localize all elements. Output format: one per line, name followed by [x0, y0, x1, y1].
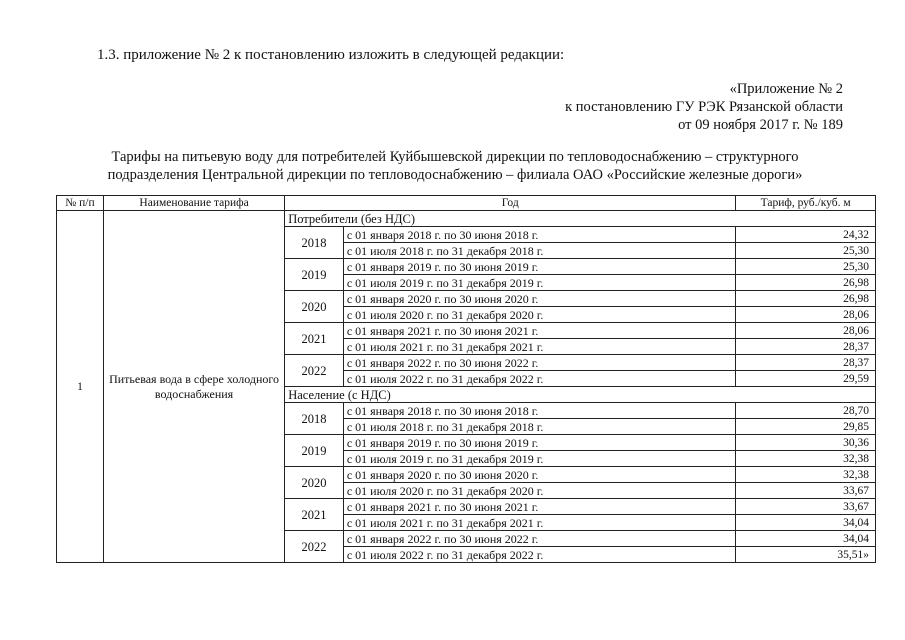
period-cell: с 01 января 2020 г. по 30 июня 2020 г. [343, 467, 735, 483]
header-year: Год [285, 196, 736, 211]
period-cell: с 01 июля 2020 г. по 31 декабря 2020 г. [343, 483, 735, 499]
header-number: № п/п [57, 196, 104, 211]
period-cell: с 01 июля 2022 г. по 31 декабря 2022 г. [343, 547, 735, 563]
group-label: Потребители (без НДС) [285, 211, 876, 227]
tariff-value: 33,67 [736, 483, 876, 499]
period-cell: с 01 июля 2020 г. по 31 декабря 2020 г. [343, 307, 735, 323]
table-body [57, 211, 876, 563]
appendix-line-2: к постановлению ГУ РЭК Рязанской области [565, 99, 843, 115]
tariff-value: 28,37 [736, 339, 876, 355]
period-cell: с 01 января 2021 г. по 30 июня 2021 г. [343, 323, 735, 339]
period-cell: с 01 января 2018 г. по 30 июня 2018 г. [343, 227, 735, 243]
intro-text: 1.3. приложение № 2 к постановлению изложить в следующей редакции: [97, 47, 565, 63]
tariff-value: 29,59 [736, 371, 876, 387]
year-cell: 2018 [285, 403, 344, 435]
period-cell: с 01 января 2022 г. по 30 июня 2022 г. [343, 531, 735, 547]
tariff-value: 34,04 [736, 515, 876, 531]
header-tariff-name: Наименование тарифа [103, 196, 284, 211]
tariff-value: 30,36 [736, 435, 876, 451]
tariff-value: 24,32 [736, 227, 876, 243]
tariff-value: 28,70 [736, 403, 876, 419]
tariff-table [56, 195, 876, 563]
period-cell: с 01 июля 2018 г. по 31 декабря 2018 г. [343, 243, 735, 259]
period-cell: с 01 января 2018 г. по 30 июня 2018 г. [343, 403, 735, 419]
year-cell: 2021 [285, 323, 344, 355]
title-line-1: Тарифы на питьевую воду для потребителей Куйбышевской дирекции по тепловодоснабжению – структурного [111, 149, 799, 165]
period-cell: с 01 июля 2019 г. по 31 декабря 2019 г. [343, 451, 735, 467]
appendix-reference [565, 80, 843, 134]
period-cell: с 01 января 2019 г. по 30 июня 2019 г. [343, 435, 735, 451]
document-title [40, 148, 870, 184]
tariff-value: 34,04 [736, 531, 876, 547]
appendix-line-3: от 09 ноября 2017 г. № 189 [678, 117, 843, 133]
period-cell: с 01 июля 2021 г. по 31 декабря 2021 г. [343, 339, 735, 355]
period-cell: с 01 января 2022 г. по 30 июня 2022 г. [343, 355, 735, 371]
tariff-value: 28,37 [736, 355, 876, 371]
tariff-value: 33,67 [736, 499, 876, 515]
period-cell: с 01 июля 2022 г. по 31 декабря 2022 г. [343, 371, 735, 387]
year-cell: 2022 [285, 355, 344, 387]
year-cell: 2021 [285, 499, 344, 531]
group-row [57, 211, 876, 227]
tariff-name: Питьевая вода в сфере холодного водоснабжения [103, 211, 284, 563]
tariff-value: 25,30 [736, 259, 876, 275]
tariff-value: 25,30 [736, 243, 876, 259]
group-label: Население (с НДС) [285, 387, 876, 403]
period-cell: с 01 января 2020 г. по 30 июня 2020 г. [343, 291, 735, 307]
tariff-value: 28,06 [736, 307, 876, 323]
period-cell: с 01 июля 2019 г. по 31 декабря 2019 г. [343, 275, 735, 291]
tariff-value: 29,85 [736, 419, 876, 435]
table-header-row [57, 196, 876, 211]
tariff-value: 35,51» [736, 547, 876, 563]
appendix-line-1: «Приложение № 2 [729, 81, 843, 97]
period-cell: с 01 июля 2018 г. по 31 декабря 2018 г. [343, 419, 735, 435]
year-cell: 2020 [285, 467, 344, 499]
period-cell: с 01 июля 2021 г. по 31 декабря 2021 г. [343, 515, 735, 531]
tariff-value: 26,98 [736, 291, 876, 307]
title-line-2: подразделения Центральной дирекции по тепловодоснабжению – филиала ОАО «Российские железные дороги» [107, 167, 803, 183]
period-cell: с 01 января 2019 г. по 30 июня 2019 г. [343, 259, 735, 275]
year-cell: 2019 [285, 435, 344, 467]
header-tariff-value: Тариф, руб./куб. м [736, 196, 876, 211]
period-cell: с 01 января 2021 г. по 30 июня 2021 г. [343, 499, 735, 515]
year-cell: 2018 [285, 227, 344, 259]
tariff-value: 28,06 [736, 323, 876, 339]
tariff-value: 26,98 [736, 275, 876, 291]
tariff-value: 32,38 [736, 467, 876, 483]
year-cell: 2019 [285, 259, 344, 291]
year-cell: 2022 [285, 531, 344, 563]
row-number: 1 [57, 211, 104, 563]
tariff-value: 32,38 [736, 451, 876, 467]
year-cell: 2020 [285, 291, 344, 323]
